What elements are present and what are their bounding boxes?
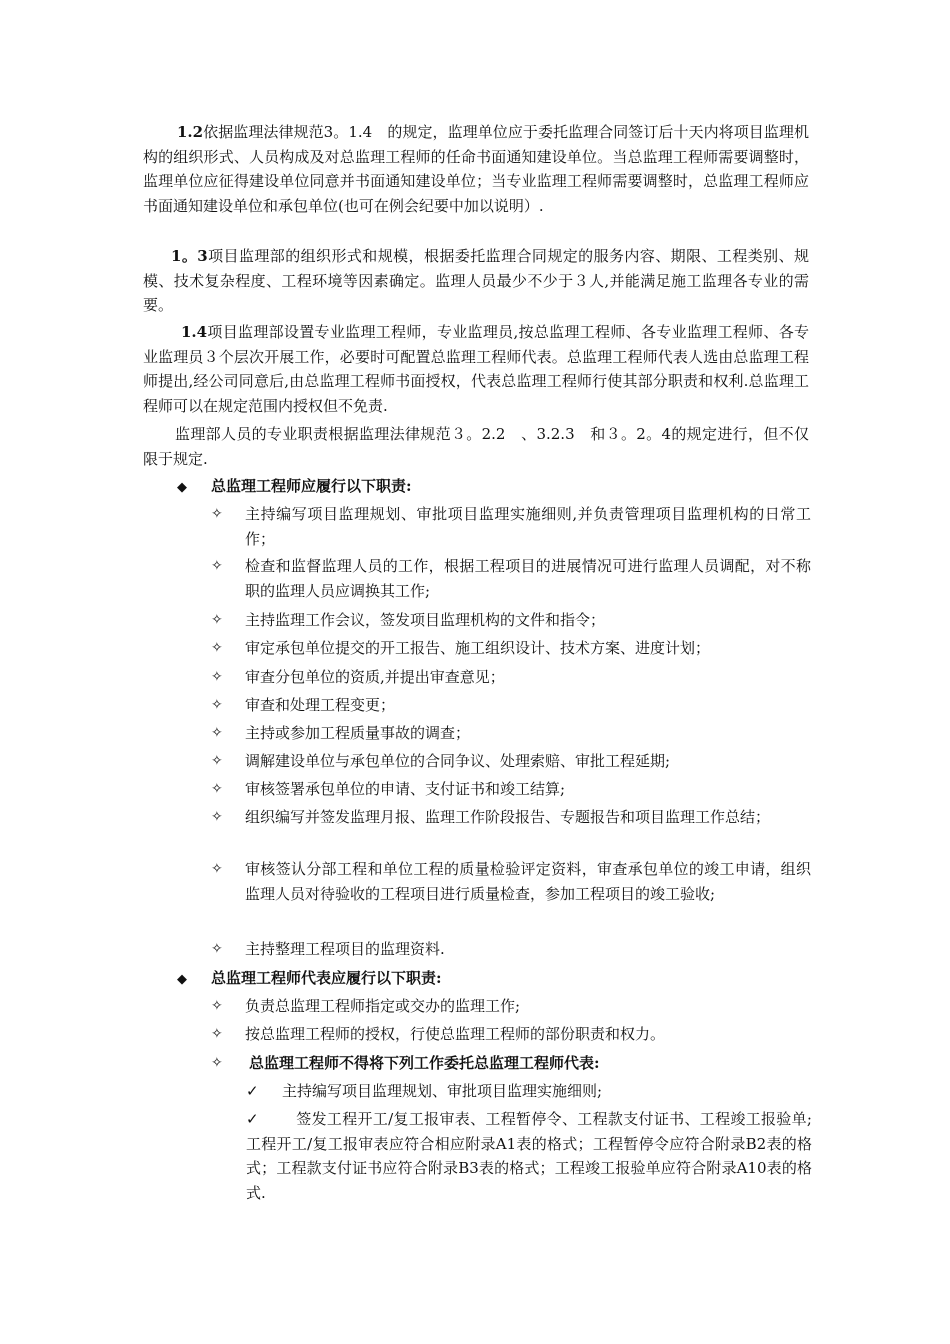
sparkle-bullet-icon: ✧ bbox=[211, 1055, 223, 1071]
paragraph-number: 1.2 bbox=[177, 123, 204, 141]
checkmark-icon: ✓ bbox=[246, 1110, 259, 1128]
sub-list-item: ✓ 主持编写项目监理规划、审批项目监理实施细则; bbox=[246, 1079, 812, 1104]
sparkle-bullet-icon: ✧ bbox=[211, 697, 223, 713]
list-item: ✧ 主持整理工程项目的监理资料. bbox=[211, 937, 811, 962]
sparkle-bullet-icon: ✧ bbox=[211, 998, 223, 1014]
list-item: ✧ 组织编写并签发监理月报、监理工作阶段报告、专题报告和项目监理工作总结； bbox=[211, 805, 811, 830]
list-item: ✧ 检查和监督监理人员的工作，根据工程项目的进展情况可进行监理人员调配，对不称职的监理人员应调换其工作; bbox=[211, 554, 811, 603]
sparkle-bullet-icon: ✧ bbox=[211, 669, 223, 685]
sparkle-bullet-icon: ✧ bbox=[211, 861, 223, 877]
paragraph-1-3 bbox=[143, 244, 809, 318]
list-item: ✧ 审定承包单位提交的开工报告、施工组织设计、技术方案、进度计划； bbox=[211, 636, 811, 661]
sparkle-bullet-icon: ✧ bbox=[211, 612, 223, 628]
list-item: ✧ 审核签认分部工程和单位工程的质量检验评定资料，审查承包单位的竣工申请，组织监理人员对待验收的工程项目进行质量检查，参加工程项目的竣工验收; bbox=[211, 857, 811, 906]
section-heading-text: 总监理工程师应履行以下职责: bbox=[211, 477, 412, 495]
paragraph-text: 监理部人员的专业职责根据监理法律规范３。2.2 、3.2.3 和３。2。4的规定进行，但不仅限于规定. bbox=[143, 425, 809, 468]
sub-list-item: ✓ 签发工程开工/复工报审表、工程暂停令、工程款支付证书、工程竣工报验单;工程开工/复工报审表应符合相应附录A1表的格式；工程暂停令应符合附录B2表的格式；工程款支付证书应符合附录B3表的格式；工程竣工报验单应符合附录A10表的格式. bbox=[246, 1107, 812, 1205]
section-heading-text: 总监理工程师代表应履行以下职责: bbox=[211, 969, 442, 987]
list-item: ✧ 主持监理工作会议，签发项目监理机构的文件和指令； bbox=[211, 608, 811, 633]
sparkle-bullet-icon: ✧ bbox=[211, 1026, 223, 1042]
sparkle-bullet-icon: ✧ bbox=[211, 941, 223, 957]
sparkle-bullet-icon: ✧ bbox=[211, 781, 223, 797]
list-item-bold: ✧ 总监理工程师不得将下列工作委托总监理工程师代表: bbox=[211, 1051, 811, 1076]
paragraph-1-4 bbox=[143, 320, 809, 418]
paragraph-number: 1.4 bbox=[181, 323, 208, 341]
list-item: ✧ 主持或参加工程质量事故的调查； bbox=[211, 721, 811, 746]
diamond-bullet-icon: ◆ bbox=[177, 480, 187, 495]
section-deputy-engineer-heading bbox=[177, 966, 817, 992]
list-item: ✧ 按总监理工程师的授权，行使总监理工程师的部份职责和权力。 bbox=[211, 1022, 811, 1047]
list-item: ✧ 主持编写项目监理规划、审批项目监理实施细则,并负责管理项目监理机构的日常工作； bbox=[211, 502, 811, 551]
sparkle-bullet-icon: ✧ bbox=[211, 506, 223, 522]
paragraph-number: 1。3 bbox=[171, 247, 208, 265]
list-item: ✧ 审查和处理工程变更； bbox=[211, 693, 811, 718]
sparkle-bullet-icon: ✧ bbox=[211, 725, 223, 741]
paragraph-text: 项目监理部设置专业监理工程师，专业监理员,按总监理工程师、各专业监理工程师、各专业监理员３个层次开展工作，必要时可配置总监理工程师代表。总监理工程师代表人选由总监理工程师提出,经公司同意后,由总监理工程师书面授权，代表总监理工程师行使其部分职责和权利.总监理工程师可以在规定范围内授权但不免责. bbox=[143, 323, 809, 415]
sparkle-bullet-icon: ✧ bbox=[211, 558, 223, 574]
paragraph-responsibility-basis bbox=[143, 422, 809, 471]
paragraph-text: 项目监理部的组织形式和规模，根据委托监理合同规定的服务内容、期限、工程类别、规模、技术复杂程度、工程环境等因素确定。监理人员最少不少于３人,并能满足施工监理各专业的需要。 bbox=[143, 247, 809, 314]
diamond-bullet-icon: ◆ bbox=[177, 972, 187, 987]
sparkle-bullet-icon: ✧ bbox=[211, 753, 223, 769]
list-item: ✧ 负责总监理工程师指定或交办的监理工作; bbox=[211, 994, 811, 1019]
checkmark-icon: ✓ bbox=[246, 1082, 259, 1100]
sparkle-bullet-icon: ✧ bbox=[211, 809, 223, 825]
paragraph-1-2 bbox=[143, 120, 809, 218]
paragraph-text: 依据监理法律规范3。1.4 的规定，监理单位应于委托监理合同签订后十天内将项目监理机构的组织形式、人员构成及对总监理工程师的任命书面通知建设单位。当总监理工程师需要调整时，监理单位应征得建设单位同意并书面通知建设单位；当专业监理工程师需要调整时，总监理工程师应书面通知建设单位和承包单位(也可在例会纪要中加以说明）. bbox=[143, 123, 809, 215]
list-item: ✧ 审查分包单位的资质,并提出审查意见； bbox=[211, 665, 811, 690]
list-item: ✧ 调解建设单位与承包单位的合同争议、处理索赔、审批工程延期; bbox=[211, 749, 811, 774]
list-item: ✧ 审核签署承包单位的申请、支付证书和竣工结算; bbox=[211, 777, 811, 802]
section-chief-engineer-heading bbox=[177, 474, 817, 500]
sparkle-bullet-icon: ✧ bbox=[211, 640, 223, 656]
